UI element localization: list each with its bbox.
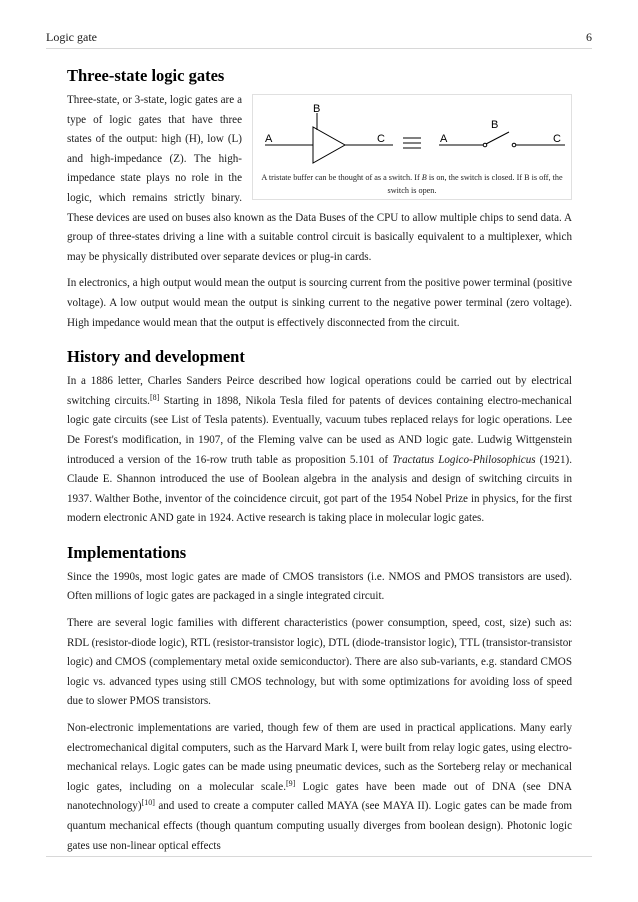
reference-8[interactable]: [8] <box>149 392 160 402</box>
buffer-triangle-icon <box>313 127 345 163</box>
history-text-3: (1921). Claude E. Shannon introduced the use of Boolean algebra in the analysis and design of switching circuits in 1937. Walther Bothe, inventor of the coincidence circuit, got part of the 1954 Nobel Prize in physics, for the first modern electronic AND gate in 1924. Active research is taking place in molecular logic gates. <box>67 453 572 525</box>
caption-text-end: is on, the switch is closed. If B is off, the switch is open. <box>387 173 563 195</box>
section-implementations <box>67 543 572 856</box>
paragraph-history <box>67 372 572 529</box>
gate-label-b: B <box>313 103 321 115</box>
section-history <box>67 347 572 529</box>
switch-label-a: A <box>440 133 448 145</box>
caption-text: A tristate buffer can be thought of as a switch. If <box>261 173 422 182</box>
gate-label-a: A <box>265 133 273 145</box>
heading-implementations: Implementations <box>67 542 187 562</box>
impl-text-2: Logic gates have been made out of DNA (see DNA nanotechnology) <box>67 780 572 813</box>
section-three-state <box>67 66 572 333</box>
reference-10[interactable]: [10] <box>141 798 155 808</box>
paragraph-three-state-intro: Three-state, or 3-state, logic gates are a type of logic gates that have three states of the output: high (H), low (L) and high-impedance (Z). The high-impedance state plays no role in the logic, which remains strictly binary. These devices are used on buses also known as the Data Buses of the CPU to allow multiple chips to send data. A group of three-states driving a line with a suitable control circuit is basically equivalent to a multiplexer, which may be physically distributed over separate devices or plug-in cards. <box>67 94 572 263</box>
running-header <box>46 30 592 49</box>
running-header-title: Logic gate <box>46 30 97 44</box>
switch-contact-right <box>512 143 516 147</box>
switch-label-b: B <box>491 119 499 131</box>
paragraph-three-state-electronics: In electronics, a high output would mean the output is sourcing current from the positive power terminal (positive voltage). A low output would mean the output is sinking current to the negative power terminal (zero voltage). High impedance would mean that the output is effectively disconnected from the circuit. <box>67 277 572 329</box>
heading-history: History and development <box>67 347 245 367</box>
heading-three-state: Three-state logic gates <box>67 66 225 85</box>
article-body <box>67 66 572 863</box>
impl-text-1: Non-electronic implementations are varied, though few of them are used in practical applications. Many early electromechanical digital computers, such as the Harvard Mark I, were built from relay logic gates, using electro-mechanical relays. Logic gates can be made using pneumatic devices, such as the Sorteberg relay or mechanical logic gates, including on a molecular scale. <box>67 722 572 793</box>
footer-rule <box>46 856 592 857</box>
tractatus-title: Tractatus Logico-Philosophicus <box>392 453 536 466</box>
figure-caption <box>257 171 567 197</box>
equivalence-icon <box>403 138 421 148</box>
history-text-2: Starting in 1898, Nikola Tesla filed for patents of devices containing electro-mechanical logic gate circuits (see List of Tesla patents). Eventually, vacuum tubes replaced relays for logic operations. Lee De Forest's modification, in 1907, of the Fleming valve can be used as AND logic gate. Ludwig Wittgenstein introduced a version of the 16-row truth table as proposition 5.101 of <box>67 394 572 466</box>
paragraph-impl-cmos: Since the 1990s, most logic gates are made of CMOS transistors (i.e. NMOS and PMOS transistors are used). Often millions of logic gates are packaged in a single integrated circuit. <box>67 570 572 603</box>
gate-label-c: C <box>377 133 385 145</box>
switch-lever-icon <box>486 132 509 144</box>
paragraph-impl-families: There are several logic families with different characteristics (power consumption, speed, cost, size) such as: RDL (resistor-diode logic), RTL (resistor-transistor logic), DTL (diode-transistor logic), TTL (transistor-transistor logic) and CMOS (complementary metal oxide semiconductor). There are also sub-variants, e.g. standard CMOS logic vs. advanced types using still CMOS technology, but with some optimizations for avoiding loss of speed due to slower PMOS transistors. <box>67 617 572 708</box>
paragraph-impl-nonelectronic <box>67 719 572 856</box>
reference-9[interactable]: [9] <box>286 778 296 788</box>
switch-label-c: C <box>553 133 561 145</box>
impl-text-3: and used to create a computer called MAYA (see MAYA II). Logic gates can be made from quantum mechanical effects (though quantum computing usually diverges from boolean design). Photonic logic gates use non-linear optical effects <box>67 800 572 852</box>
tristate-buffer-figure <box>252 94 572 200</box>
page-number: 6 <box>586 30 592 44</box>
caption-italic: B <box>421 173 427 182</box>
tristate-diagram <box>253 95 571 171</box>
history-text-1: In a 1886 letter, Charles Sanders Peirce described how logical operations could be carried out by electrical switching circuits. <box>67 375 572 407</box>
